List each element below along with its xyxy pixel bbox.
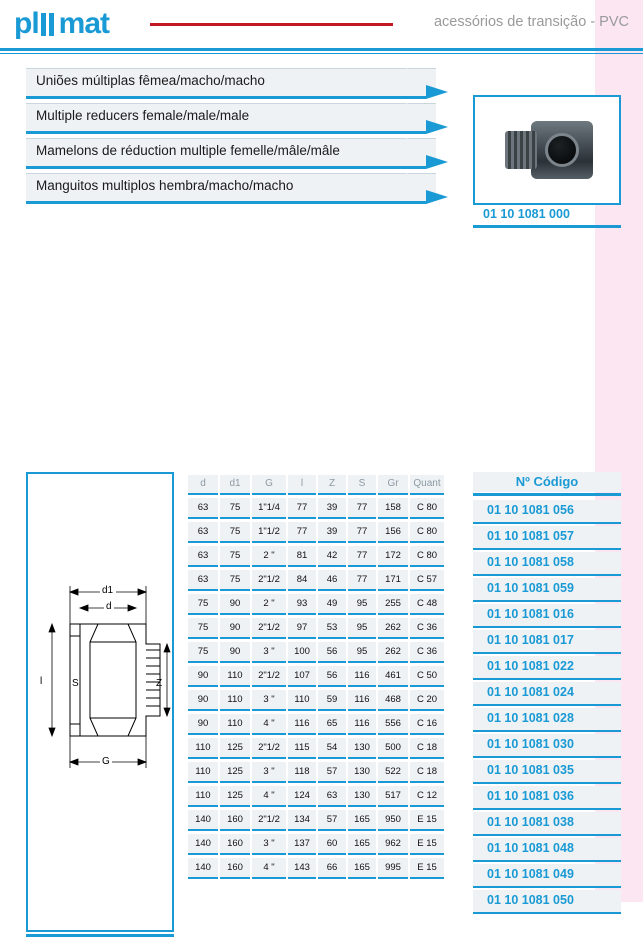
table-row — [188, 570, 444, 591]
cell-Z: 65 — [318, 714, 346, 735]
cell-d1: 75 — [220, 498, 250, 519]
cell-S: 165 — [348, 810, 376, 831]
cell-S: 95 — [348, 594, 376, 615]
title-banner — [26, 103, 456, 134]
cell-d: 110 — [188, 738, 218, 759]
cell-quant: C 50 — [410, 666, 444, 687]
cell-G: 3 " — [252, 642, 286, 663]
cell-quant: C 20 — [410, 690, 444, 711]
cell-d1: 90 — [220, 618, 250, 639]
cell-quant: C 80 — [410, 522, 444, 543]
code-text: 01 10 1081 035 — [487, 763, 574, 777]
title-text-en: Multiple reducers female/male/male — [36, 108, 250, 123]
cell-l: 100 — [288, 642, 316, 663]
col-d: d — [188, 475, 218, 495]
label-G: G — [102, 756, 110, 767]
cell-l: 118 — [288, 762, 316, 783]
table-row — [188, 666, 444, 687]
table-row — [188, 618, 444, 639]
cell-Z: 42 — [318, 546, 346, 567]
code-row — [473, 734, 621, 760]
cell-Gr: 255 — [378, 594, 408, 615]
code-text: 01 10 1081 057 — [487, 529, 574, 543]
spec-table — [186, 472, 446, 882]
cell-l: 81 — [288, 546, 316, 567]
code-row — [473, 708, 621, 734]
pvc-reducer-fitting-icon — [505, 121, 593, 179]
code-text: 01 10 1081 022 — [487, 659, 574, 673]
cell-d: 140 — [188, 858, 218, 879]
cell-d1: 110 — [220, 714, 250, 735]
technical-drawing — [28, 474, 172, 930]
cell-Z: 57 — [318, 810, 346, 831]
code-column-header — [473, 472, 621, 496]
table-header-row — [188, 475, 444, 495]
table-row — [188, 738, 444, 759]
cell-quant: C 48 — [410, 594, 444, 615]
cell-S: 77 — [348, 570, 376, 591]
cell-d1: 160 — [220, 834, 250, 855]
cell-d1: 110 — [220, 690, 250, 711]
cell-Gr: 156 — [378, 522, 408, 543]
cell-quant: C 18 — [410, 738, 444, 759]
cell-d: 140 — [188, 810, 218, 831]
cell-G: 3 " — [252, 690, 286, 711]
header-red-rule — [150, 23, 393, 26]
cell-G: 4 " — [252, 858, 286, 879]
cell-d: 90 — [188, 690, 218, 711]
cell-Gr: 468 — [378, 690, 408, 711]
spec-table-wrap — [186, 472, 446, 882]
cell-d: 110 — [188, 762, 218, 783]
code-text: 01 10 1081 024 — [487, 685, 574, 699]
code-text: 01 10 1081 049 — [487, 867, 574, 881]
table-row — [188, 642, 444, 663]
code-text: 01 10 1081 016 — [487, 607, 574, 621]
cell-Z: 59 — [318, 690, 346, 711]
cell-Z: 56 — [318, 666, 346, 687]
title-text-fr: Mamelons de réduction multiple femelle/mâle/mâle — [36, 143, 340, 158]
cell-Gr: 995 — [378, 858, 408, 879]
cell-quant: C 80 — [410, 546, 444, 567]
table-row — [188, 546, 444, 567]
cell-quant: E 15 — [410, 810, 444, 831]
cell-d1: 90 — [220, 642, 250, 663]
cell-l: 116 — [288, 714, 316, 735]
label-Z: Z — [156, 678, 163, 689]
cell-G: 3 " — [252, 834, 286, 855]
code-row — [473, 682, 621, 708]
cell-G: 1"1/2 — [252, 522, 286, 543]
cell-Z: 46 — [318, 570, 346, 591]
cell-G: 2"1/2 — [252, 666, 286, 687]
cell-l: 77 — [288, 498, 316, 519]
cell-d: 110 — [188, 786, 218, 807]
cell-Z: 66 — [318, 858, 346, 879]
cell-Gr: 461 — [378, 666, 408, 687]
cell-d1: 160 — [220, 858, 250, 879]
code-row — [473, 630, 621, 656]
cell-d1: 125 — [220, 786, 250, 807]
cell-quant: C 36 — [410, 642, 444, 663]
cell-d1: 160 — [220, 810, 250, 831]
code-row — [473, 838, 621, 864]
cell-Gr: 171 — [378, 570, 408, 591]
cell-Z: 63 — [318, 786, 346, 807]
cell-d: 75 — [188, 642, 218, 663]
cell-quant: C 12 — [410, 786, 444, 807]
cell-S: 77 — [348, 498, 376, 519]
cell-S: 130 — [348, 738, 376, 759]
cell-d1: 125 — [220, 738, 250, 759]
label-d: d — [106, 601, 112, 612]
code-row — [473, 500, 621, 526]
cell-G: 2 " — [252, 594, 286, 615]
col-Gr: Gr — [378, 475, 408, 495]
cell-Gr: 172 — [378, 546, 408, 567]
cell-G: 2"1/2 — [252, 810, 286, 831]
col-quant: Quant — [410, 475, 444, 495]
cell-l: 124 — [288, 786, 316, 807]
code-text: 01 10 1081 036 — [487, 789, 574, 803]
photo-code-text: 01 10 1081 000 — [483, 207, 570, 221]
cell-l: 107 — [288, 666, 316, 687]
code-row — [473, 786, 621, 812]
technical-drawing-panel — [26, 472, 174, 932]
code-column-header-text: Nº Código — [515, 474, 579, 489]
cell-d: 63 — [188, 546, 218, 567]
cell-d: 63 — [188, 498, 218, 519]
page-title: acessórios de transição - PVC — [433, 14, 629, 30]
col-S: S — [348, 475, 376, 495]
code-text: 01 10 1081 030 — [487, 737, 574, 751]
cell-l: 137 — [288, 834, 316, 855]
cell-Z: 49 — [318, 594, 346, 615]
cell-d1: 75 — [220, 546, 250, 567]
code-row — [473, 604, 621, 630]
cell-quant: C 80 — [410, 498, 444, 519]
title-banner — [26, 138, 456, 169]
cell-l: 134 — [288, 810, 316, 831]
cell-S: 95 — [348, 642, 376, 663]
table-row — [188, 810, 444, 831]
code-text: 01 10 1081 048 — [487, 841, 574, 855]
cell-S: 116 — [348, 714, 376, 735]
cell-Z: 39 — [318, 498, 346, 519]
cell-Z: 53 — [318, 618, 346, 639]
code-row — [473, 656, 621, 682]
table-row — [188, 714, 444, 735]
cell-Gr: 158 — [378, 498, 408, 519]
cell-d1: 125 — [220, 762, 250, 783]
cell-S: 165 — [348, 834, 376, 855]
cell-l: 97 — [288, 618, 316, 639]
cell-d: 90 — [188, 714, 218, 735]
cell-d: 75 — [188, 594, 218, 615]
cell-Gr: 522 — [378, 762, 408, 783]
table-row — [188, 498, 444, 519]
cell-l: 84 — [288, 570, 316, 591]
cell-quant: E 15 — [410, 858, 444, 879]
cell-l: 93 — [288, 594, 316, 615]
cell-S: 77 — [348, 546, 376, 567]
cell-Gr: 262 — [378, 642, 408, 663]
cell-l: 115 — [288, 738, 316, 759]
cell-d1: 90 — [220, 594, 250, 615]
title-text-es: Manguitos multiplos hembra/macho/macho — [36, 178, 294, 193]
cell-Z: 54 — [318, 738, 346, 759]
cell-d1: 75 — [220, 570, 250, 591]
cell-S: 77 — [348, 522, 376, 543]
table-row — [188, 858, 444, 879]
code-row — [473, 578, 621, 604]
label-S: S — [72, 678, 79, 689]
cell-l: 143 — [288, 858, 316, 879]
cell-Gr: 262 — [378, 618, 408, 639]
title-banner — [26, 68, 456, 99]
cell-d: 63 — [188, 570, 218, 591]
code-row — [473, 760, 621, 786]
cell-Z: 57 — [318, 762, 346, 783]
cell-quant: C 36 — [410, 618, 444, 639]
header-blue-rule — [0, 48, 643, 51]
cell-G: 4 " — [252, 786, 286, 807]
cell-l: 77 — [288, 522, 316, 543]
col-G: G — [252, 475, 286, 495]
cell-l: 110 — [288, 690, 316, 711]
cell-Gr: 500 — [378, 738, 408, 759]
label-d1: d1 — [102, 585, 114, 596]
code-text: 01 10 1081 059 — [487, 581, 574, 595]
cell-S: 116 — [348, 666, 376, 687]
cell-G: 1"1/4 — [252, 498, 286, 519]
code-row — [473, 890, 621, 916]
code-text: 01 10 1081 056 — [487, 503, 574, 517]
cell-d1: 110 — [220, 666, 250, 687]
cell-S: 116 — [348, 690, 376, 711]
cell-S: 95 — [348, 618, 376, 639]
cell-Gr: 962 — [378, 834, 408, 855]
cell-G: 2"1/2 — [252, 570, 286, 591]
table-row — [188, 786, 444, 807]
cell-Gr: 950 — [378, 810, 408, 831]
table-row — [188, 690, 444, 711]
table-row — [188, 522, 444, 543]
cell-Z: 56 — [318, 642, 346, 663]
code-row — [473, 812, 621, 838]
logo-bars-icon — [40, 13, 58, 36]
col-l: l — [288, 475, 316, 495]
code-text: 01 10 1081 028 — [487, 711, 574, 725]
title-banner — [26, 173, 456, 204]
code-column — [473, 472, 621, 916]
code-text: 01 10 1081 058 — [487, 555, 574, 569]
cell-S: 165 — [348, 858, 376, 879]
col-d1: d1 — [220, 475, 250, 495]
label-l: l — [40, 676, 43, 687]
cell-quant: C 57 — [410, 570, 444, 591]
cell-S: 130 — [348, 762, 376, 783]
col-Z: Z — [318, 475, 346, 495]
cell-G: 4 " — [252, 714, 286, 735]
cell-d1: 75 — [220, 522, 250, 543]
cell-d: 140 — [188, 834, 218, 855]
cell-quant: C 18 — [410, 762, 444, 783]
cell-d: 90 — [188, 666, 218, 687]
code-text: 01 10 1081 050 — [487, 893, 574, 907]
cell-G: 3 " — [252, 762, 286, 783]
page-body — [0, 210, 643, 907]
title-text-pt: Uniões múltiplas fêmea/macho/macho — [36, 73, 265, 88]
cell-S: 130 — [348, 786, 376, 807]
cell-G: 2"1/2 — [252, 618, 286, 639]
cell-Gr: 556 — [378, 714, 408, 735]
table-row — [188, 834, 444, 855]
brand-logo — [14, 7, 109, 41]
page-header — [0, 0, 643, 48]
product-photo — [473, 95, 621, 205]
code-text: 01 10 1081 017 — [487, 633, 574, 647]
cell-G: 2 " — [252, 546, 286, 567]
cell-d: 75 — [188, 618, 218, 639]
table-row — [188, 594, 444, 615]
code-text: 01 10 1081 038 — [487, 815, 574, 829]
cell-quant: C 16 — [410, 714, 444, 735]
cell-Gr: 517 — [378, 786, 408, 807]
code-row — [473, 552, 621, 578]
header-thin-rule — [0, 53, 643, 54]
title-banners — [26, 68, 456, 204]
cell-G: 2"1/2 — [252, 738, 286, 759]
code-row — [473, 864, 621, 890]
logo-text-pl: pl — [14, 7, 39, 40]
cell-Z: 39 — [318, 522, 346, 543]
table-row — [188, 762, 444, 783]
cell-d: 63 — [188, 522, 218, 543]
logo-text-mat: mat — [58, 7, 110, 40]
code-row — [473, 526, 621, 552]
cell-quant: E 15 — [410, 834, 444, 855]
cell-Z: 60 — [318, 834, 346, 855]
